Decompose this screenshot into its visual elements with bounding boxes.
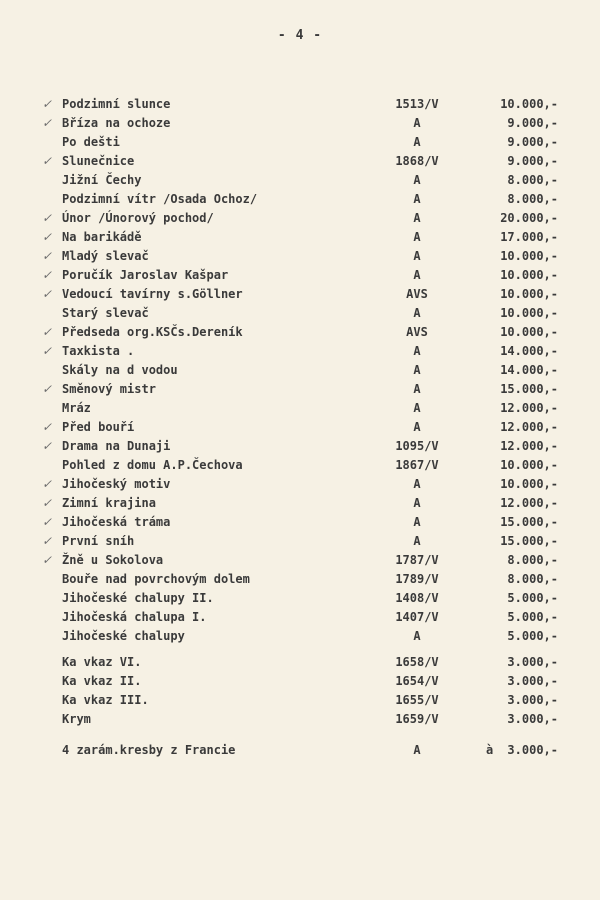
check-mark-icon: ✓ — [42, 230, 53, 244]
artwork-price: 15.000,- — [500, 534, 558, 548]
artwork-code: 1787/V — [395, 553, 439, 567]
artwork-price: 17.000,- — [500, 230, 558, 244]
artwork-price: 5.000,- — [507, 591, 558, 605]
artwork-title: Ka vkaz III. — [62, 693, 149, 707]
list-item — [0, 418, 600, 437]
artwork-price: 10.000,- — [500, 325, 558, 339]
check-mark-icon: ✓ — [42, 496, 53, 510]
check-mark-icon: ✓ — [42, 211, 53, 225]
list-item — [0, 380, 600, 399]
artwork-price: 15.000,- — [500, 515, 558, 529]
artwork-title: První sníh — [62, 534, 135, 548]
list-item — [0, 190, 600, 209]
artwork-code: A — [413, 363, 421, 377]
artwork-code: A — [413, 477, 421, 491]
artwork-price: 12.000,- — [500, 439, 558, 453]
artwork-code: AVS — [406, 325, 428, 339]
artwork-price: 8.000,- — [507, 572, 558, 586]
check-mark-icon: ✓ — [42, 249, 53, 263]
artwork-price: 10.000,- — [500, 97, 558, 111]
artwork-code: A — [413, 401, 421, 415]
artwork-price: 8.000,- — [507, 192, 558, 206]
artwork-title: Jihočeská chalupa I. — [62, 610, 207, 624]
artwork-code: 1408/V — [395, 591, 439, 605]
list-item — [0, 361, 600, 380]
artwork-price: 12.000,- — [500, 420, 558, 434]
artwork-title: Pohled z domu A.P.Čechova — [62, 458, 243, 472]
list-item — [0, 672, 600, 691]
artwork-title: Taxkista . — [62, 344, 135, 358]
artwork-code: A — [413, 135, 421, 149]
artwork-price: 10.000,- — [500, 477, 558, 491]
artwork-title: Zimní krajina — [62, 496, 156, 510]
list-item — [0, 456, 600, 475]
artwork-code: A — [413, 306, 421, 320]
list-item — [0, 171, 600, 190]
artwork-title: Slunečnice — [62, 154, 135, 168]
artwork-title: Bouře nad povrchovým dolem — [62, 572, 250, 586]
artwork-title: Po dešti — [62, 135, 120, 149]
list-item — [0, 323, 600, 342]
artwork-title: Ka vkaz VI. — [62, 655, 142, 669]
check-mark-icon: ✓ — [42, 515, 53, 529]
artwork-price: 20.000,- — [500, 211, 558, 225]
check-mark-icon: ✓ — [42, 534, 53, 548]
artwork-price: 5.000,- — [507, 610, 558, 624]
artwork-price: 9.000,- — [507, 154, 558, 168]
artwork-title: Mladý slevač — [62, 249, 149, 263]
check-mark-icon: ✓ — [42, 325, 53, 339]
artwork-price: 14.000,- — [500, 344, 558, 358]
artwork-price: 3.000,- — [507, 655, 558, 669]
list-item — [0, 209, 600, 228]
artwork-price: 9.000,- — [507, 116, 558, 130]
artwork-code: A — [413, 534, 421, 548]
artwork-price: 14.000,- — [500, 363, 558, 377]
artwork-code: A — [413, 211, 421, 225]
list-item — [0, 475, 600, 494]
artwork-title: Před bouří — [62, 420, 135, 434]
list-item — [0, 152, 600, 171]
check-mark-icon: ✓ — [42, 97, 53, 111]
check-mark-icon: ✓ — [42, 287, 53, 301]
artwork-price: 5.000,- — [507, 629, 558, 643]
artwork-price: 12.000,- — [500, 401, 558, 415]
artwork-title: 4 zarám.kresby z Francie — [62, 743, 236, 757]
artwork-title: Jihočeský motiv — [62, 477, 171, 491]
artwork-price: 9.000,- — [507, 135, 558, 149]
list-item — [0, 114, 600, 133]
artwork-title: Jihočeská tráma — [62, 515, 171, 529]
artwork-code: 1655/V — [395, 693, 439, 707]
artwork-title: Starý slevač — [62, 306, 149, 320]
artwork-code: AVS — [406, 287, 428, 301]
artwork-title: Skály na d vodou — [62, 363, 178, 377]
artwork-price: 3.000,- — [507, 712, 558, 726]
check-mark-icon: ✓ — [42, 154, 53, 168]
artwork-code: A — [413, 420, 421, 434]
artwork-title: Poručík Jaroslav Kašpar — [62, 268, 229, 282]
per-piece-marker: à — [486, 743, 494, 757]
artwork-code: 1513/V — [395, 97, 439, 111]
artwork-code: A — [413, 268, 421, 282]
artwork-price: 3.000,- — [507, 674, 558, 688]
artwork-price: 8.000,- — [507, 553, 558, 567]
artwork-code: 1868/V — [395, 154, 439, 168]
list-item — [0, 399, 600, 418]
check-mark-icon: ✓ — [42, 268, 53, 282]
artwork-title: Únor /Únorový pochod/ — [62, 211, 214, 225]
check-mark-icon: ✓ — [42, 553, 53, 567]
artwork-title: Na barikádě — [62, 230, 142, 244]
list-item — [0, 266, 600, 285]
artwork-title: Vedoucí tavírny s.Göllner — [62, 287, 243, 301]
list-item — [0, 589, 600, 608]
artwork-code: 1867/V — [395, 458, 439, 472]
artwork-price: 12.000,- — [500, 496, 558, 510]
list-item — [0, 95, 600, 114]
list-item — [0, 532, 600, 551]
check-mark-icon: ✓ — [42, 116, 53, 130]
artwork-code: A — [413, 230, 421, 244]
list-item — [0, 247, 600, 266]
check-mark-icon: ✓ — [42, 382, 53, 396]
list-item — [0, 710, 600, 729]
artwork-price: 10.000,- — [500, 287, 558, 301]
artwork-title: Podzimní vítr /Osada Ochoz/ — [62, 192, 258, 206]
list-item — [0, 653, 600, 672]
list-item — [0, 285, 600, 304]
list-item — [0, 228, 600, 247]
list-item — [0, 494, 600, 513]
page-number: - 4 - — [277, 28, 323, 43]
artwork-title: Bříza na ochoze — [62, 116, 171, 130]
list-item — [0, 133, 600, 152]
list-item — [0, 342, 600, 361]
artwork-code: 1789/V — [395, 572, 439, 586]
list-item — [0, 608, 600, 627]
artwork-code: 1659/V — [395, 712, 439, 726]
artwork-title: Jižní Čechy — [62, 173, 142, 187]
artwork-code: 1095/V — [395, 439, 439, 453]
check-mark-icon: ✓ — [42, 477, 53, 491]
list-item — [0, 691, 600, 710]
artwork-code: A — [413, 192, 421, 206]
artwork-title: Mráz — [62, 401, 91, 415]
artwork-title: Krym — [62, 712, 91, 726]
list-item — [0, 570, 600, 589]
artwork-price: 10.000,- — [500, 249, 558, 263]
artwork-code: A — [413, 173, 421, 187]
artwork-code: A — [413, 249, 421, 263]
artwork-title: Ka vkaz II. — [62, 674, 142, 688]
artwork-title: Jihočeské chalupy — [62, 629, 185, 643]
artwork-price: 3.000,- — [507, 743, 558, 757]
artwork-title: Předseda org.KSČs.Dereník — [62, 325, 243, 339]
list-item — [0, 437, 600, 456]
artwork-code: A — [413, 629, 421, 643]
artwork-code: A — [413, 496, 421, 510]
artwork-title: Podzimní slunce — [62, 97, 171, 111]
list-item — [0, 627, 600, 646]
artwork-code: A — [413, 344, 421, 358]
artwork-title: Drama na Dunaji — [62, 439, 171, 453]
artwork-price: 10.000,- — [500, 458, 558, 472]
artwork-price: 3.000,- — [507, 693, 558, 707]
check-mark-icon: ✓ — [42, 420, 53, 434]
artwork-code: A — [413, 116, 421, 130]
artwork-price: 8.000,- — [507, 173, 558, 187]
check-mark-icon: ✓ — [42, 344, 53, 358]
artwork-code: 1654/V — [395, 674, 439, 688]
list-item — [0, 513, 600, 532]
artwork-code: 1407/V — [395, 610, 439, 624]
artwork-code: A — [413, 515, 421, 529]
list-item — [0, 304, 600, 323]
artwork-title: Jihočeské chalupy II. — [62, 591, 214, 605]
artwork-price: 10.000,- — [500, 268, 558, 282]
artwork-code: A — [413, 382, 421, 396]
artwork-title: Žně u Sokolova — [62, 553, 164, 567]
check-mark-icon: ✓ — [42, 439, 53, 453]
list-item — [0, 741, 600, 760]
artwork-title: Směnový mistr — [62, 382, 156, 396]
artwork-code: 1658/V — [395, 655, 439, 669]
artwork-price: 15.000,- — [500, 382, 558, 396]
artwork-price: 10.000,- — [500, 306, 558, 320]
list-item — [0, 551, 600, 570]
artwork-code: A — [413, 743, 421, 757]
